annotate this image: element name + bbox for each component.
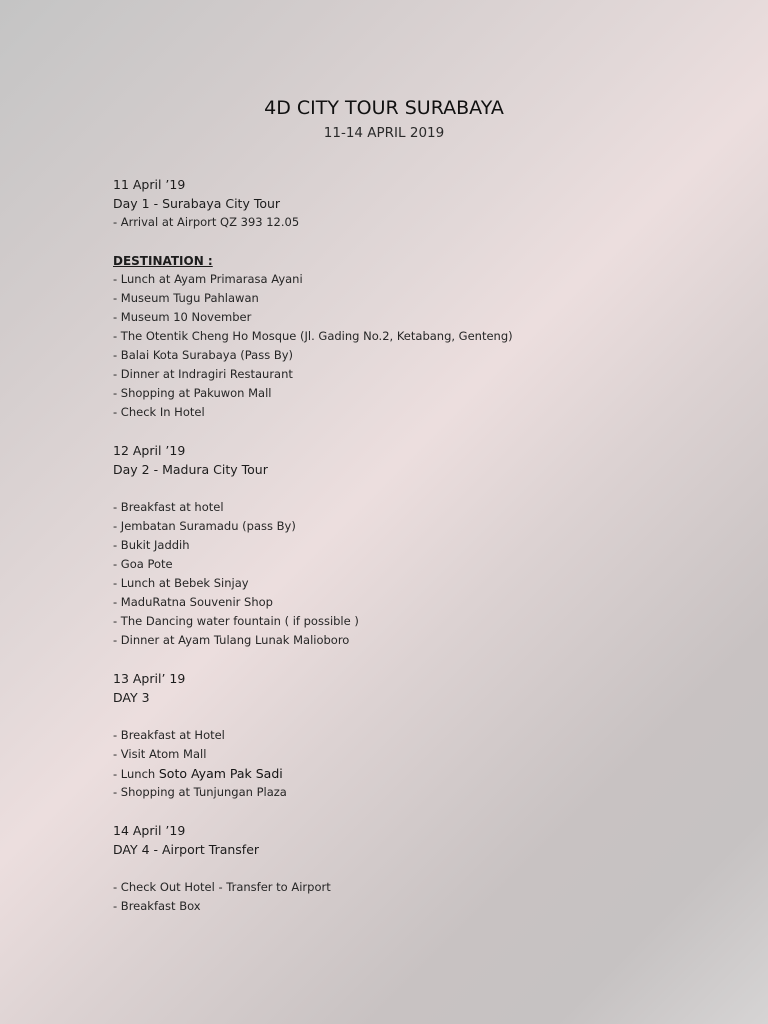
list-item: - Lunch at Bebek Sinjay [113,576,249,590]
list-item: - Bukit Jaddih [113,538,190,552]
list-item: - Breakfast at hotel [113,500,224,514]
day4-heading: DAY 4 - Airport Transfer [113,842,260,857]
day1-arrival: - Arrival at Airport QZ 393 12.05 [113,215,300,229]
lunch-prefix: - Lunch [113,767,159,781]
spacer [113,422,733,441]
day4-date: 14 April ’19 [113,823,186,838]
list-item: - Dinner at Indragiri Restaurant [113,367,293,381]
list-item: - Check In Hotel [113,405,205,419]
spacer [113,479,733,498]
list-item: - The Dancing water fountain ( if possible ) [113,614,359,628]
list-item: - Breakfast at Hotel [113,728,225,742]
list-item: - Lunch at Ayam Primarasa Ayani [113,272,303,286]
list-item: - The Otentik Cheng Ho Mosque (Jl. Gading No.2, Ketabang, Genteng) [113,329,513,343]
list-item: - Shopping at Pakuwon Mall [113,386,272,400]
list-item: - Visit Atom Mall [113,747,207,761]
spacer [113,232,733,251]
lunch-place: Soto Ayam Pak Sadi [158,766,283,781]
list-item: - Museum 10 November [113,310,252,324]
list-item: - Shopping at Tunjungan Plaza [113,785,287,799]
list-item: - Goa Pote [113,557,173,571]
spacer [113,650,733,669]
list-item: - MaduRatna Souvenir Shop [113,595,273,609]
day1-date: 11 April ’19 [113,177,186,192]
list-item: - Balai Kota Surabaya (Pass By) [113,348,294,362]
day3-lunch-item [113,764,733,783]
spacer [113,859,733,878]
day3-date: 13 April’ 19 [113,671,186,686]
spacer [113,802,733,821]
list-item: - Jembatan Suramadu (pass By) [113,519,296,533]
day2-heading: Day 2 - Madura City Tour [113,462,268,477]
list-item: - Breakfast Box [113,899,201,913]
day3-heading: DAY 3 [113,690,150,705]
day2-date: 12 April ’19 [113,443,186,458]
list-item: - Check Out Hotel - Transfer to Airport [113,880,331,894]
destination-label-text: DESTINATION : [113,254,213,268]
itinerary-content [113,175,733,916]
document-title: 4D CITY TOUR SURABAYA [264,97,504,119]
document-subtitle: 11-14 APRIL 2019 [323,125,445,141]
day1-heading: Day 1 - Surabaya City Tour [113,196,281,211]
spacer [113,707,733,726]
list-item: - Dinner at Ayam Tulang Lunak Malioboro [113,633,350,647]
destination-label [113,251,733,270]
list-item: - Museum Tugu Pahlawan [113,291,259,305]
